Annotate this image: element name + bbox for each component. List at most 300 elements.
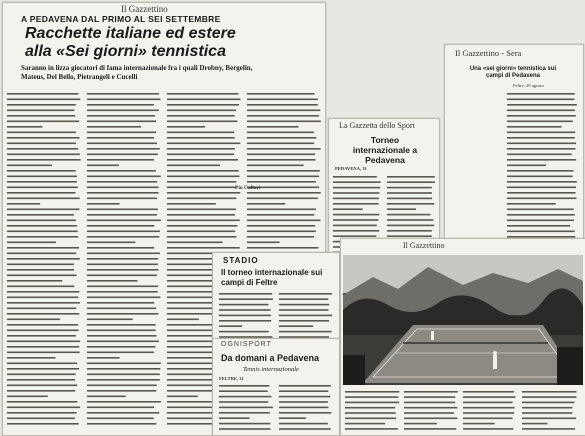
text-line	[87, 176, 161, 178]
text-line	[247, 115, 319, 117]
text-line	[247, 181, 316, 183]
text-line	[404, 391, 458, 393]
text-line	[87, 220, 161, 222]
text-line	[87, 126, 141, 128]
text-line	[87, 423, 156, 425]
text-line	[507, 187, 576, 189]
text-line	[219, 407, 273, 409]
text-line	[7, 209, 79, 211]
text-line	[7, 231, 78, 233]
text-line	[7, 385, 77, 387]
text-line	[7, 280, 62, 282]
text-line	[7, 412, 77, 414]
text-line	[7, 313, 79, 315]
text-line	[333, 192, 379, 194]
text-line	[87, 308, 156, 310]
text-line	[345, 407, 395, 409]
text-line	[333, 219, 378, 221]
text-line	[247, 242, 280, 244]
text-line	[463, 407, 515, 409]
text-line	[247, 247, 318, 249]
text-line	[507, 115, 576, 117]
text-line	[345, 412, 396, 414]
text-line	[404, 396, 455, 398]
text-line	[7, 319, 60, 321]
text-line	[87, 214, 157, 216]
text-line	[87, 280, 138, 282]
dateline: PEDAVENA, 31	[335, 166, 367, 171]
text-line	[247, 121, 321, 123]
text-line	[87, 335, 156, 337]
text-line	[87, 396, 126, 398]
text-line	[219, 325, 242, 327]
text-line	[387, 235, 432, 237]
text-line	[219, 293, 272, 295]
text-line	[279, 401, 328, 403]
text-line	[247, 99, 318, 101]
text-line	[87, 192, 159, 194]
text-line	[463, 418, 513, 420]
text-line	[7, 330, 79, 332]
text-line	[7, 236, 78, 238]
text-line	[87, 357, 120, 359]
text-line	[7, 297, 78, 299]
text-line	[87, 231, 160, 233]
text-line	[387, 214, 430, 216]
text-line	[507, 126, 562, 128]
text-line	[507, 192, 575, 194]
text-line	[7, 379, 75, 381]
text-line	[7, 165, 52, 167]
text-line	[87, 203, 120, 205]
text-line	[404, 418, 457, 420]
kicker: A PEDAVENA DAL PRIMO AL SEI SETTEMBRE	[21, 14, 221, 24]
text-line	[219, 298, 273, 300]
text-line	[507, 231, 575, 233]
text-line	[279, 423, 328, 425]
text-line	[507, 143, 576, 145]
text-line	[87, 148, 160, 150]
text-line	[522, 418, 576, 420]
text-line	[219, 304, 268, 306]
text-line	[279, 320, 329, 322]
text-line	[87, 352, 154, 354]
text-line	[87, 401, 161, 403]
text-line	[7, 407, 80, 409]
text-line	[522, 391, 577, 393]
text-line	[387, 203, 434, 205]
text-line	[87, 302, 154, 304]
text-line	[333, 198, 379, 200]
text-line	[87, 324, 156, 326]
text-line	[507, 203, 556, 205]
text-line	[7, 352, 80, 354]
text-line	[7, 220, 76, 222]
text-line	[219, 309, 271, 311]
text-line	[167, 198, 236, 200]
text-line	[167, 154, 234, 156]
text-line	[522, 428, 575, 430]
text-line	[7, 242, 56, 244]
text-line	[167, 93, 238, 95]
text-line	[87, 363, 161, 365]
text-line	[7, 308, 76, 310]
text-line	[167, 126, 205, 128]
text-line	[345, 391, 399, 393]
text-line	[279, 407, 328, 409]
text-line	[167, 225, 237, 227]
text-line	[463, 428, 513, 430]
text-line	[507, 137, 575, 139]
text-line	[279, 309, 329, 311]
text-line	[507, 220, 574, 222]
text-line	[167, 104, 239, 106]
text-line	[333, 230, 379, 232]
text-line	[333, 203, 379, 205]
text-line	[7, 121, 79, 123]
text-line	[87, 275, 157, 277]
text-line	[404, 407, 457, 409]
text-line	[87, 132, 156, 134]
text-line	[219, 390, 268, 392]
text-line	[87, 418, 154, 420]
text-line	[507, 121, 573, 123]
text-line	[167, 319, 199, 321]
text-line	[7, 264, 74, 266]
text-line	[87, 198, 157, 200]
text-line	[247, 170, 320, 172]
text-line	[7, 192, 76, 194]
text-line	[87, 181, 157, 183]
text-line	[87, 247, 154, 249]
text-line	[279, 298, 328, 300]
text-line	[87, 165, 119, 167]
text-line	[7, 286, 74, 288]
text-line	[387, 176, 435, 178]
text-line	[7, 132, 76, 134]
text-line	[247, 143, 314, 145]
text-line	[7, 214, 74, 216]
text-line	[463, 391, 514, 393]
text-line	[87, 258, 158, 260]
text-line	[167, 231, 235, 233]
text-line	[167, 187, 237, 189]
text-line	[522, 402, 574, 404]
text-line	[87, 187, 159, 189]
text-line	[7, 154, 80, 156]
tennis-court-photo	[343, 255, 583, 385]
text-line	[333, 208, 363, 210]
text-line	[7, 418, 75, 420]
text-line	[7, 302, 80, 304]
text-line	[387, 208, 416, 210]
text-line	[345, 402, 399, 404]
text-line	[87, 159, 154, 161]
text-line	[247, 236, 314, 238]
caption-text-columns	[345, 389, 581, 433]
text-line	[507, 165, 546, 167]
headline: Torneo internazionale a Pedavena	[352, 135, 418, 165]
text-line	[522, 412, 572, 414]
text-line	[333, 214, 379, 216]
text-line	[404, 428, 456, 430]
text-line	[7, 170, 76, 172]
text-line	[387, 181, 435, 183]
text-line	[7, 324, 78, 326]
text-line	[7, 137, 80, 139]
text-line	[7, 181, 77, 183]
text-line	[7, 99, 80, 101]
text-line	[87, 374, 160, 376]
text-line	[87, 341, 159, 343]
text-line	[507, 159, 576, 161]
deck: Saranno in lizza giocatori di fama internazionale fra i quali Drobny, Bergelin, Mateus, Del Bello, Pietrangeli e Cucelli	[21, 64, 253, 81]
text-line	[387, 192, 432, 194]
text-line	[247, 110, 320, 112]
text-line	[507, 154, 572, 156]
text-line	[387, 230, 432, 232]
headline-line-1: Racchette italiane ed estere	[25, 25, 236, 42]
text-line	[507, 225, 570, 227]
text-line	[219, 401, 268, 403]
text-line	[7, 258, 80, 260]
clipping-gazzettino-sera	[444, 44, 584, 252]
text-line	[167, 165, 220, 167]
masthead: La Gazzetta dello Sport	[339, 121, 415, 130]
text-line	[7, 291, 79, 293]
text-line	[247, 198, 318, 200]
headline: Da domani a Pedavena	[221, 353, 320, 363]
text-line	[219, 315, 271, 317]
text-line	[247, 176, 319, 178]
text-line	[219, 320, 271, 322]
text-line	[87, 286, 158, 288]
text-line	[7, 115, 75, 117]
text-line	[7, 253, 76, 255]
text-line	[247, 165, 304, 167]
headline: Il torneo internazionale sui campi di Feltre	[221, 268, 323, 287]
text-line	[507, 170, 573, 172]
text-line	[7, 203, 40, 205]
text-line	[279, 385, 331, 387]
text-line	[7, 341, 80, 343]
text-line	[247, 203, 285, 205]
masthead: Il Gazzettino	[121, 4, 168, 14]
text-line	[7, 401, 77, 403]
text-line	[345, 428, 398, 430]
body-text-columns	[219, 383, 335, 433]
text-line	[7, 346, 79, 348]
text-line	[463, 396, 516, 398]
text-line	[507, 93, 575, 95]
text-line	[167, 132, 234, 134]
text-line	[345, 423, 385, 425]
text-line	[345, 396, 398, 398]
text-line	[247, 104, 318, 106]
body-text-columns	[219, 291, 335, 341]
text-line	[167, 192, 240, 194]
text-line	[87, 154, 158, 156]
text-line	[167, 242, 222, 244]
text-line	[7, 198, 80, 200]
text-line	[7, 374, 76, 376]
text-line	[507, 99, 574, 101]
text-line	[463, 412, 514, 414]
text-line	[167, 99, 240, 101]
text-line	[7, 225, 77, 227]
text-line	[167, 115, 235, 117]
text-line	[167, 143, 240, 145]
text-line	[7, 363, 77, 365]
text-line	[87, 99, 160, 101]
text-line	[7, 357, 56, 359]
text-line	[279, 412, 331, 414]
text-line	[87, 385, 157, 387]
text-line	[247, 231, 316, 233]
text-line	[219, 417, 250, 419]
text-line	[333, 225, 377, 227]
text-line	[7, 368, 79, 370]
text-line	[167, 148, 235, 150]
text-line	[87, 137, 154, 139]
text-line	[507, 110, 575, 112]
text-line	[87, 170, 156, 172]
text-line	[87, 313, 158, 315]
photo-scene	[343, 255, 583, 385]
byline: Pio Callari	[235, 185, 261, 191]
text-line	[167, 110, 236, 112]
text-line	[507, 214, 575, 216]
text-line	[87, 209, 158, 211]
text-line	[167, 176, 239, 178]
text-line	[522, 407, 572, 409]
text-line	[219, 423, 271, 425]
text-line	[167, 159, 238, 161]
subhead: Tennis internazionale	[243, 366, 299, 373]
text-line	[167, 280, 217, 282]
text-line	[247, 126, 299, 128]
text-line	[87, 253, 160, 255]
text-line	[522, 423, 547, 425]
text-line	[463, 423, 495, 425]
text-line	[7, 396, 48, 398]
text-line	[333, 176, 377, 178]
text-line	[7, 159, 81, 161]
text-line	[87, 115, 155, 117]
text-line	[522, 396, 576, 398]
text-line	[387, 225, 434, 227]
text-line	[507, 181, 577, 183]
text-line	[7, 390, 75, 392]
text-line	[87, 407, 154, 409]
text-line	[279, 304, 329, 306]
text-line	[7, 335, 76, 337]
text-line	[7, 143, 76, 145]
text-line	[167, 203, 216, 205]
text-line	[219, 412, 270, 414]
text-line	[247, 225, 315, 227]
text-line	[87, 390, 156, 392]
text-line	[279, 396, 330, 398]
text-line	[7, 187, 78, 189]
text-line	[7, 247, 79, 249]
text-line	[167, 209, 236, 211]
headline: Una «sei giorni» tennistica sui campi di Pedavena	[469, 66, 557, 79]
text-line	[247, 93, 314, 95]
text-line	[167, 181, 237, 183]
text-line	[87, 269, 158, 271]
text-line	[279, 417, 306, 419]
text-line	[87, 236, 159, 238]
text-line	[507, 198, 576, 200]
text-line	[87, 330, 156, 332]
text-line	[87, 242, 135, 244]
text-line	[507, 209, 574, 211]
text-line	[87, 346, 155, 348]
text-line	[167, 236, 236, 238]
text-line	[7, 110, 74, 112]
dateline: FELTRE, 31	[219, 376, 244, 381]
text-line	[219, 385, 269, 387]
masthead: Il Gazzettino	[403, 241, 445, 250]
text-line	[87, 264, 158, 266]
text-line	[333, 235, 376, 237]
text-line	[87, 297, 160, 299]
text-line	[247, 148, 321, 150]
text-line	[404, 412, 454, 414]
text-line	[404, 423, 437, 425]
text-line	[387, 198, 432, 200]
text-line	[279, 293, 332, 295]
clipping-gazzettino-photo	[340, 238, 585, 436]
text-line	[87, 379, 160, 381]
text-line	[387, 219, 433, 221]
text-line	[167, 170, 239, 172]
text-line	[279, 428, 331, 430]
text-line	[87, 412, 159, 414]
text-line	[7, 93, 78, 95]
text-line	[167, 396, 198, 398]
text-line	[279, 325, 313, 327]
text-line	[7, 423, 79, 425]
text-line	[7, 126, 42, 128]
text-line	[387, 187, 432, 189]
text-line	[404, 402, 455, 404]
text-line	[7, 176, 77, 178]
clipping-ognisport	[212, 338, 340, 436]
text-line	[7, 275, 77, 277]
text-line	[247, 132, 314, 134]
text-line	[167, 137, 235, 139]
text-line	[333, 187, 380, 189]
text-line	[87, 110, 159, 112]
text-line	[279, 315, 332, 317]
text-line	[219, 331, 269, 333]
masthead: OGNISPORT	[221, 341, 272, 348]
text-line	[219, 396, 271, 398]
text-line	[279, 331, 332, 333]
text-line	[507, 148, 576, 150]
text-line	[87, 104, 154, 106]
text-line	[7, 104, 76, 106]
text-line	[247, 220, 321, 222]
text-line	[87, 143, 157, 145]
text-line	[87, 225, 154, 227]
text-line	[87, 319, 133, 321]
text-line	[87, 93, 159, 95]
text-line	[507, 104, 577, 106]
masthead: Il Gazzettino - Sera	[455, 48, 522, 58]
